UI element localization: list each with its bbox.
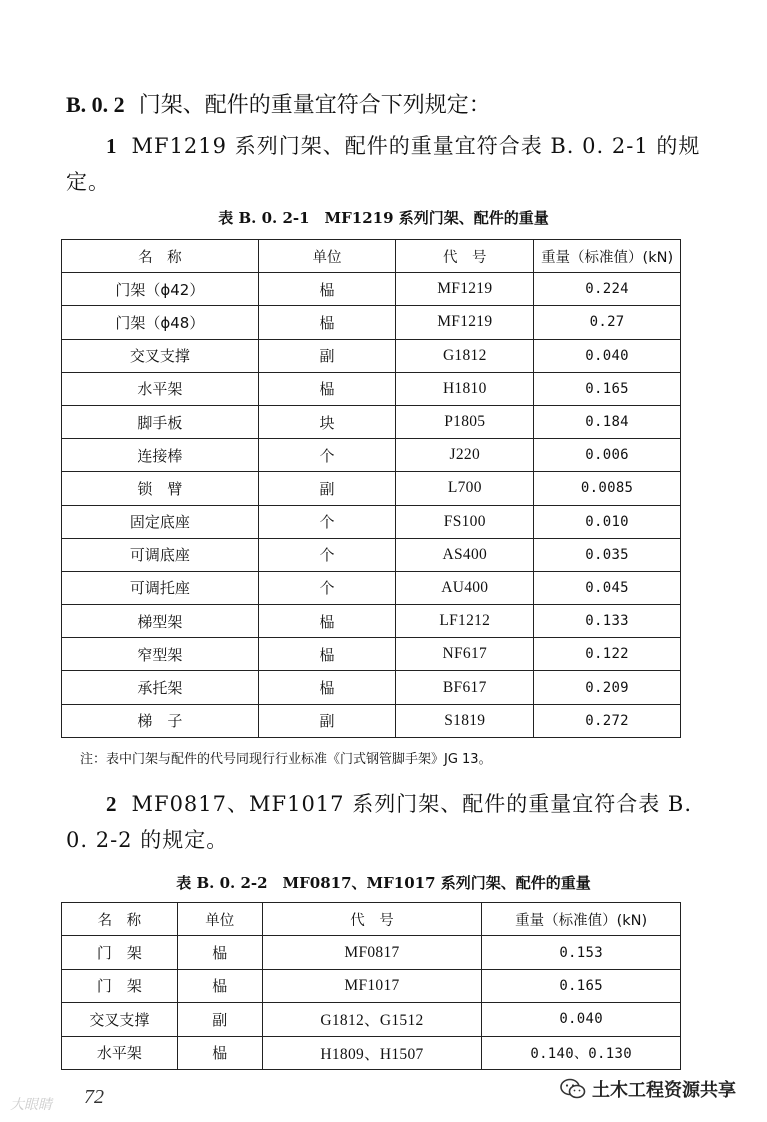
cell-weight: 0.040 xyxy=(534,339,681,372)
column-header-name: 名 称 xyxy=(62,903,178,936)
cell-name: 可调底座 xyxy=(62,538,259,571)
table-2-caption: 表 B. 0. 2-2 MF0817、MF1017 系列门架、配件的重量 xyxy=(176,874,591,892)
cell-name: 梯型架 xyxy=(62,605,259,638)
table-1 xyxy=(61,239,681,738)
cell-weight: 0.153 xyxy=(482,936,681,969)
cell-unit: 榀 xyxy=(258,306,396,339)
column-header-unit: 单位 xyxy=(177,903,262,936)
table-1-note: 注：表中门架与配件的代号同现行行业标准《门式钢管脚手架》JG 13。 xyxy=(80,752,492,767)
cell-name: 交叉支撑 xyxy=(62,339,259,372)
cell-weight: 0.224 xyxy=(534,273,681,306)
cell-code: MF1219 xyxy=(396,273,534,306)
cell-name: 门 架 xyxy=(62,936,178,969)
table-row xyxy=(62,1003,681,1036)
cell-code: J220 xyxy=(396,439,534,472)
cell-code: P1805 xyxy=(396,405,534,438)
cell-name: 脚手板 xyxy=(62,405,259,438)
paragraph-1 xyxy=(66,128,706,200)
cell-code: G1812 xyxy=(396,339,534,372)
table-row xyxy=(62,638,681,671)
table-row xyxy=(62,273,681,306)
cell-code: L700 xyxy=(396,472,534,505)
cell-weight: 0.010 xyxy=(534,505,681,538)
column-header-weight: 重量（标准值）(kN) xyxy=(482,903,681,936)
cell-code: G1812、G1512 xyxy=(262,1003,482,1036)
section-title: 门架、配件的重量宜符合下列规定： xyxy=(138,93,491,118)
cell-name: 固定底座 xyxy=(62,505,259,538)
wechat-icon xyxy=(560,1078,586,1100)
paragraph-2 xyxy=(66,786,706,858)
table-row xyxy=(62,405,681,438)
column-header-name: 名 称 xyxy=(62,240,259,273)
cell-unit: 榀 xyxy=(258,605,396,638)
cell-code: FS100 xyxy=(396,505,534,538)
table-row xyxy=(62,969,681,1002)
cell-weight: 0.140、0.130 xyxy=(482,1036,681,1069)
cell-unit: 个 xyxy=(258,538,396,571)
cell-code: H1810 xyxy=(396,372,534,405)
cell-unit: 榀 xyxy=(258,372,396,405)
table-row xyxy=(62,538,681,571)
table-2-header-row xyxy=(62,903,681,936)
cell-unit: 榀 xyxy=(258,273,396,306)
cell-name: 窄型架 xyxy=(62,638,259,671)
cell-weight: 0.165 xyxy=(534,372,681,405)
section-heading xyxy=(66,88,491,123)
cell-unit: 榀 xyxy=(177,1036,262,1069)
cell-code: AU400 xyxy=(396,571,534,604)
cell-weight: 0.272 xyxy=(534,704,681,737)
cell-name: 门架（ϕ42） xyxy=(62,273,259,306)
table-1-header-row xyxy=(62,240,681,273)
cell-unit: 个 xyxy=(258,571,396,604)
cell-unit: 副 xyxy=(258,472,396,505)
cell-weight: 0.045 xyxy=(534,571,681,604)
table-row xyxy=(62,1036,681,1069)
cell-name: 锁 臂 xyxy=(62,472,259,505)
cell-unit: 榀 xyxy=(177,936,262,969)
cell-name: 水平架 xyxy=(62,1036,178,1069)
cell-code: S1819 xyxy=(396,704,534,737)
table-row xyxy=(62,439,681,472)
cell-code: LF1212 xyxy=(396,605,534,638)
cell-code: H1809、H1507 xyxy=(262,1036,482,1069)
paragraph-1-text: MF1219 系列门架、配件的重量宜符合表 B. 0. 2-1 的规定。 xyxy=(66,134,701,194)
cell-name: 水平架 xyxy=(62,372,259,405)
cell-unit: 榀 xyxy=(258,671,396,704)
cell-code: MF1219 xyxy=(396,306,534,339)
table-row xyxy=(62,505,681,538)
table-row xyxy=(62,472,681,505)
column-header-unit: 单位 xyxy=(258,240,396,273)
column-header-code: 代 号 xyxy=(262,903,482,936)
table-row xyxy=(62,671,681,704)
cell-weight: 0.165 xyxy=(482,969,681,1002)
paragraph-1-number: 1 xyxy=(106,134,118,158)
cell-name: 可调托座 xyxy=(62,571,259,604)
table-row xyxy=(62,936,681,969)
cell-weight: 0.133 xyxy=(534,605,681,638)
cell-unit: 副 xyxy=(258,704,396,737)
cell-unit: 榀 xyxy=(177,969,262,1002)
watermark-right-text: 土木工程资源共享 xyxy=(592,1080,736,1101)
table-row xyxy=(62,571,681,604)
table-1-caption: 表 B. 0. 2-1 MF1219 系列门架、配件的重量 xyxy=(218,209,549,227)
cell-unit: 副 xyxy=(177,1003,262,1036)
column-header-code: 代 号 xyxy=(396,240,534,273)
cell-name: 交叉支撑 xyxy=(62,1003,178,1036)
cell-unit: 个 xyxy=(258,439,396,472)
cell-name: 门 架 xyxy=(62,969,178,1002)
cell-weight: 0.122 xyxy=(534,638,681,671)
cell-unit: 块 xyxy=(258,405,396,438)
cell-name: 梯 子 xyxy=(62,704,259,737)
paragraph-2-number: 2 xyxy=(106,792,118,816)
section-number: B. 0. 2 xyxy=(66,92,125,117)
cell-weight: 0.27 xyxy=(534,306,681,339)
table-row xyxy=(62,306,681,339)
watermark-right xyxy=(560,1076,736,1102)
table-2 xyxy=(61,902,681,1070)
cell-unit: 榀 xyxy=(258,638,396,671)
cell-weight: 0.184 xyxy=(534,405,681,438)
cell-code: NF617 xyxy=(396,638,534,671)
cell-name: 承托架 xyxy=(62,671,259,704)
cell-weight: 0.209 xyxy=(534,671,681,704)
paragraph-2-text: MF0817、MF1017 系列门架、配件的重量宜符合表 B. 0. 2-2 的规定。 xyxy=(66,792,692,852)
cell-weight: 0.040 xyxy=(482,1003,681,1036)
table-row xyxy=(62,704,681,737)
cell-weight: 0.0085 xyxy=(534,472,681,505)
cell-name: 连接棒 xyxy=(62,439,259,472)
page-number: 72 xyxy=(84,1086,104,1108)
column-header-weight: 重量（标准值）(kN) xyxy=(534,240,681,273)
cell-weight: 0.035 xyxy=(534,538,681,571)
table-row xyxy=(62,605,681,638)
cell-unit: 个 xyxy=(258,505,396,538)
cell-code: BF617 xyxy=(396,671,534,704)
cell-code: MF0817 xyxy=(262,936,482,969)
watermark-left: 大眼睛 xyxy=(10,1097,52,1113)
cell-name: 门架（ϕ48） xyxy=(62,306,259,339)
cell-unit: 副 xyxy=(258,339,396,372)
table-row xyxy=(62,339,681,372)
cell-weight: 0.006 xyxy=(534,439,681,472)
cell-code: MF1017 xyxy=(262,969,482,1002)
table-row xyxy=(62,372,681,405)
cell-code: AS400 xyxy=(396,538,534,571)
